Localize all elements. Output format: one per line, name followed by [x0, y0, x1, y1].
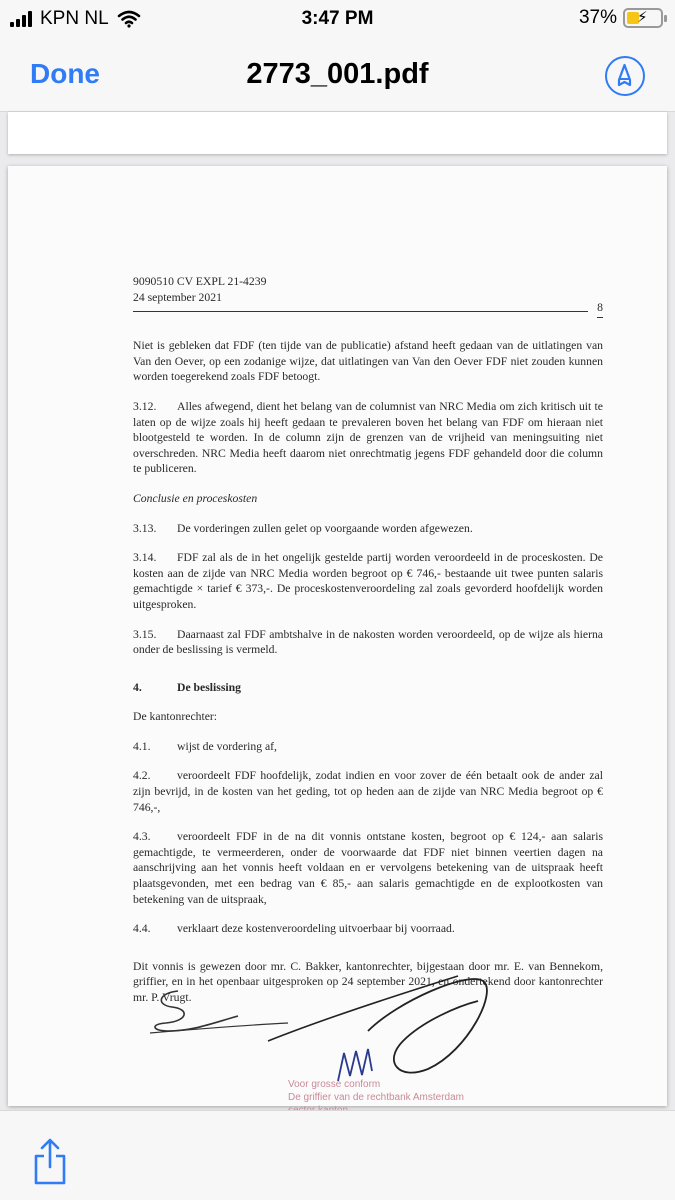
section-title: De beslissing: [177, 680, 241, 694]
decision-text: veroordeelt FDF in de na dit vonnis ontstane kosten, begroot op € 124,- aan salaris gemachtigde, te vermeerderen, onder de voorwaarde dat FDF niet binnen veertien dagen na aanschrijving aan het vonnis heeft voldaan en er vervolgens betekening van de uitspraak heeft plaatsgevonden, met een bedrag van € 85,- aan salaris gemachtigde en de explootkosten van betekening van de uitspraak,: [133, 830, 603, 906]
battery-charging-icon: ⚡: [623, 8, 663, 28]
paragraph-3-15: [133, 627, 603, 658]
battery-percent: 37%: [578, 7, 617, 28]
status-right: [579, 7, 663, 29]
paragraph-intro: Niet is gebleken dat FDF (ten tijde van de publicatie) afstand heeft gedaan van de uitlatingen van Van den Oever, op een zodanige wijze, dat uitlatingen van Van den Oever FDF niet zouden kunnen worden toegerekend zoals FDF betoogt.: [133, 339, 603, 384]
section-heading-decision: [133, 680, 603, 696]
stamp-line: De griffier van de rechtbank Amsterdam: [288, 1092, 465, 1103]
page-header: [133, 274, 603, 312]
bottom-toolbar: [0, 1110, 675, 1200]
paragraph-text: Daarnaast zal FDF ambtshalve in de nakosten worden veroordeeld, op de wijze als hierna onder de beslissing is vermeld.: [133, 627, 603, 657]
markup-pen-icon: [607, 58, 642, 93]
done-button[interactable]: Done: [30, 58, 100, 89]
pdf-page: [8, 166, 667, 1106]
paragraph-number: 3.12.: [133, 399, 157, 413]
paragraph-number: 3.13.: [133, 521, 157, 535]
stamp-line: Voor grosse conform: [288, 1079, 381, 1090]
share-button[interactable]: [30, 1137, 70, 1187]
paragraph-number: 3.14.: [133, 551, 157, 565]
paragraph-text: De vorderingen zullen gelet op voorgaande worden afgewezen.: [177, 521, 473, 535]
paragraph-3-14: [133, 550, 603, 612]
paragraph-text: Alles afwegend, dient het belang van de columnist van NRC Media om zich kritisch uit te laten op de wijze zoals hij heeft gedaan te prevaleren boven het belang van FDF om hieraan niet blootgesteld te worden. In de column zijn de grenzen van de vrijheid van meningsuiting niet overschreden. NRC Media heeft daarom niet onrechtmatig jegens FDF gehandeld door die column te publiceren.: [133, 399, 603, 476]
decision-number: 4.2.: [133, 769, 151, 783]
decision-text: veroordeelt FDF hoofdelijk, zodat indien en voor zover de één betaalt ook de ander zal zijn bevrijd, in de kosten van het geding, tot op heden aan de zijde van NRC Media begroot op € 746,-,: [133, 769, 603, 814]
paragraph-text: FDF zal als de in het ongelijk gestelde partij worden veroordeeld in de proceskosten. De kosten aan de zijde van NRC Media worden begroot op € 746,- bestaande uit twee punten salaris gemachtigde × tarief € 373,-. De proceskostenveroordeling zal zoals gevorderd hoofdelijk worden uitgesproken.: [133, 551, 603, 611]
paragraph-number: 3.15.: [133, 627, 157, 641]
clock: 3:47 PM: [301, 8, 374, 29]
document-title: 2773_001.pdf: [246, 58, 429, 90]
decision-number: 4.3.: [133, 830, 151, 844]
pdf-viewer[interactable]: [0, 112, 675, 1110]
nav-bar: [0, 40, 675, 112]
closing-statement: Dit vonnis is gewezen door mr. C. Bakker, kantonrechter, bijgestaan door mr. E. van Bennekom, griffier, en in het openbaar uitgesproken op 24 september 2021, en ondertekend door kantonrechter mr. P. Vrugt.: [133, 959, 603, 1004]
paragraph-3-12: [133, 399, 603, 477]
decision-4-1: [133, 739, 603, 755]
decision-number: 4.4.: [133, 922, 151, 936]
page-number: 8: [597, 300, 603, 318]
markup-button[interactable]: [605, 56, 645, 96]
decision-number: 4.1.: [133, 739, 151, 753]
decision-text: wijst de vordering af,: [177, 739, 277, 753]
share-icon: [30, 1137, 70, 1187]
court-label: De kantonrechter:: [133, 710, 218, 724]
decision-4-2: [133, 768, 603, 815]
decision-4-4: [133, 921, 603, 937]
page-content: [133, 274, 603, 1006]
previous-page: [8, 112, 667, 154]
signatures: [138, 971, 498, 1091]
paragraph-3-13: [133, 521, 603, 537]
header-date: 24 september 2021: [133, 290, 222, 304]
header-rule: [133, 311, 588, 312]
section-subheading: Conclusie en proceskosten: [133, 491, 258, 505]
case-number: 9090510 CV EXPL 21-4239: [133, 275, 267, 288]
decision-text: verklaart deze kostenveroordeling uitvoerbaar bij voorraad.: [177, 922, 455, 936]
status-bar: [0, 0, 675, 40]
decision-4-3: [133, 829, 603, 907]
carrier-label: KPN NL: [40, 8, 109, 29]
section-number: 4.: [133, 680, 142, 694]
